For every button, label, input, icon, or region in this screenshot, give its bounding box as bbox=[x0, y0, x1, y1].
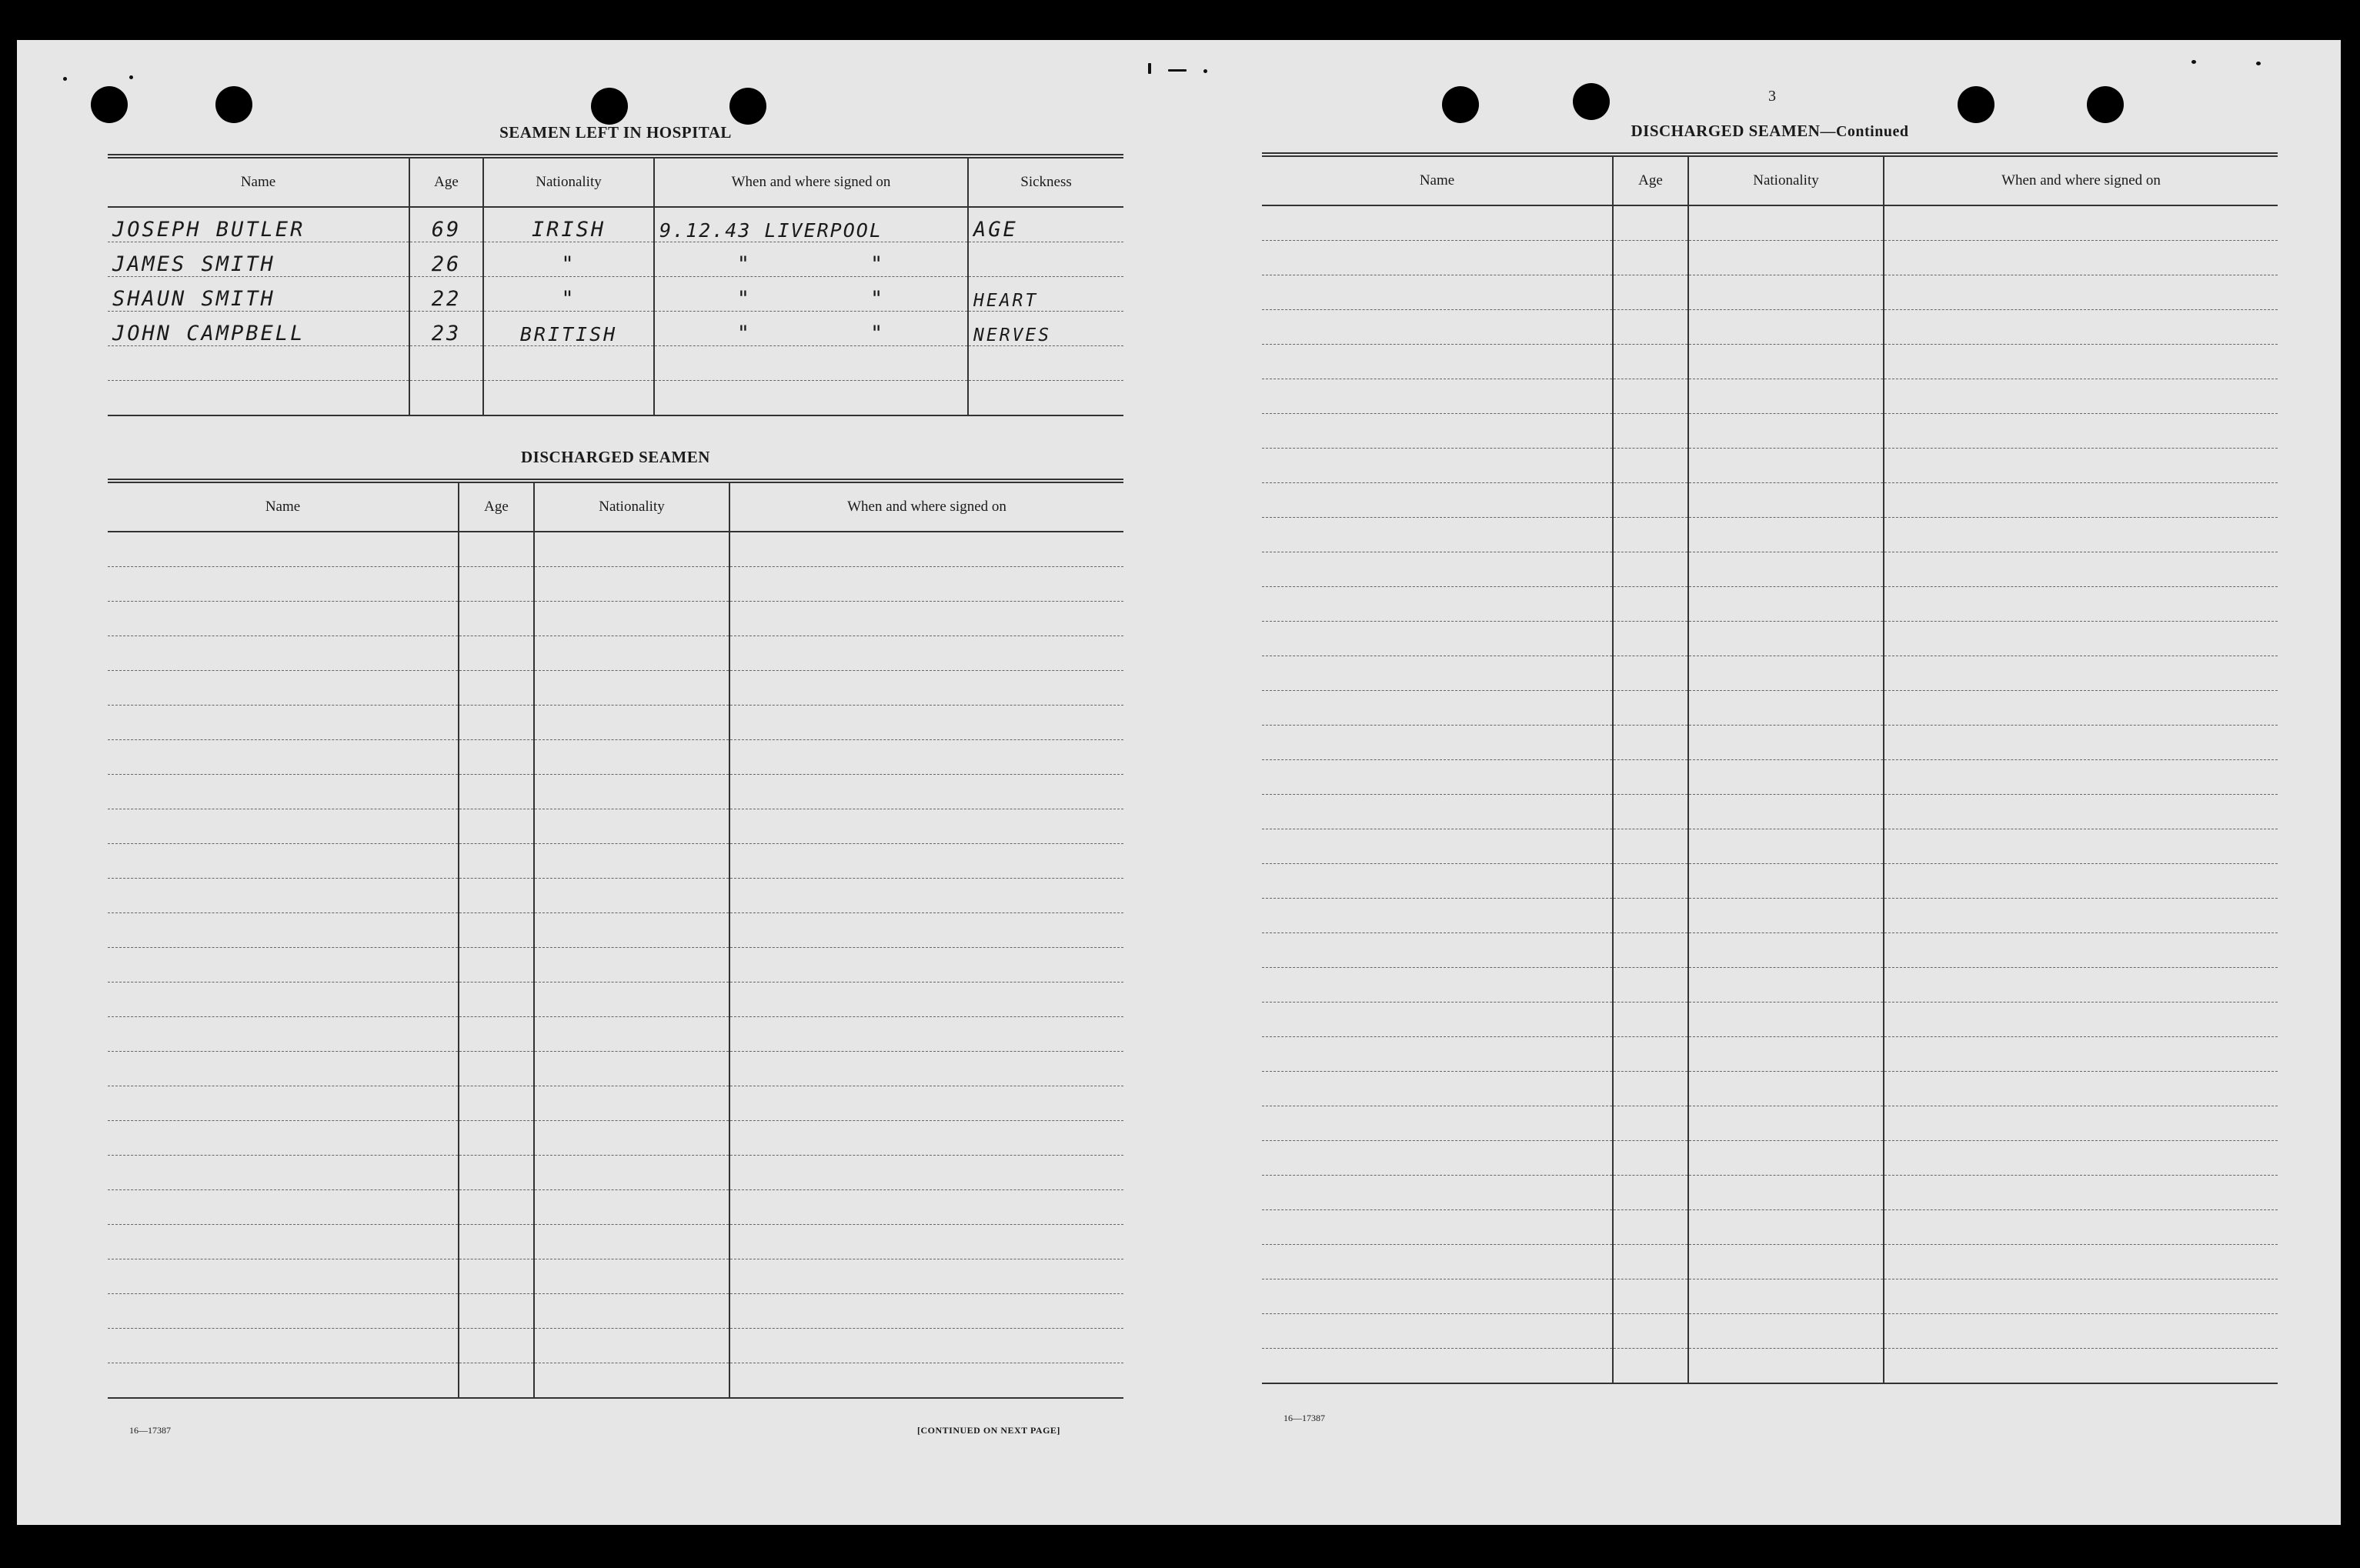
document-page bbox=[17, 40, 2341, 1525]
cell-name bbox=[1262, 933, 1613, 968]
table-row bbox=[1262, 414, 2278, 449]
cell-age bbox=[1613, 310, 1688, 345]
cell-signed-on bbox=[1884, 726, 2278, 760]
table-row bbox=[1262, 1037, 2278, 1072]
cell-signed-on bbox=[1884, 1176, 2278, 1210]
table-row bbox=[1262, 1106, 2278, 1141]
column-header-age: Age bbox=[459, 481, 534, 532]
cell-signed-on bbox=[1884, 1245, 2278, 1279]
table-row bbox=[1262, 933, 2278, 968]
cell-name: JOSEPH BUTLER bbox=[108, 207, 409, 242]
cell-age bbox=[1613, 795, 1688, 829]
cell-age bbox=[1613, 622, 1688, 656]
form-number: 16—17387 bbox=[1283, 1413, 1325, 1423]
cell-name bbox=[1262, 1245, 1613, 1279]
cell-age bbox=[1613, 345, 1688, 379]
cell-name bbox=[1262, 552, 1613, 587]
table-row bbox=[1262, 656, 2278, 691]
column-header-nationality: Nationality bbox=[534, 481, 729, 532]
cell-name: SHAUN SMITH bbox=[108, 277, 409, 312]
table-row bbox=[1262, 345, 2278, 379]
column-header-sickness: Sickness bbox=[968, 156, 1123, 207]
cell-nationality bbox=[1688, 1003, 1884, 1037]
cell-signed-on: " " bbox=[654, 277, 968, 312]
column-header-age: Age bbox=[1613, 155, 1688, 205]
cell-name bbox=[1262, 899, 1613, 933]
column-header-nationality: Nationality bbox=[1688, 155, 1884, 205]
table-row bbox=[1262, 1314, 2278, 1349]
column-header-age: Age bbox=[409, 156, 483, 207]
cell-signed-on bbox=[1884, 449, 2278, 483]
cell-sickness: HEART bbox=[968, 277, 1123, 312]
cell-signed-on bbox=[1884, 622, 2278, 656]
cell-nationality bbox=[1688, 864, 1884, 899]
cell-nationality bbox=[1688, 379, 1884, 414]
cell-name bbox=[1262, 587, 1613, 622]
cell-nationality bbox=[1688, 726, 1884, 760]
cell-age bbox=[1613, 518, 1688, 552]
cell-nationality bbox=[1688, 552, 1884, 587]
cell-age bbox=[1613, 483, 1688, 518]
form-number: 16—17387 bbox=[129, 1425, 171, 1436]
cell-name bbox=[1262, 241, 1613, 275]
cell-name bbox=[1262, 345, 1613, 379]
cell-nationality bbox=[1688, 483, 1884, 518]
cell-age bbox=[1613, 1279, 1688, 1314]
cell-age bbox=[1613, 1106, 1688, 1141]
cell-age bbox=[1613, 587, 1688, 622]
cell-name bbox=[1262, 1314, 1613, 1349]
cell-name bbox=[1262, 1106, 1613, 1141]
column-header-signed-on: When and where signed on bbox=[729, 481, 1123, 532]
cell-signed-on: " " bbox=[654, 242, 968, 277]
discharged-section-title: DISCHARGED SEAMEN bbox=[521, 448, 710, 466]
column-header-signed-on: When and where signed on bbox=[1884, 155, 2278, 205]
cell-age: 22 bbox=[409, 277, 483, 312]
cell-name bbox=[1262, 1003, 1613, 1037]
cell-nationality bbox=[1688, 691, 1884, 726]
cell-name bbox=[1262, 483, 1613, 518]
cell-age bbox=[1613, 1003, 1688, 1037]
cell-signed-on bbox=[1884, 933, 2278, 968]
cell-age bbox=[1613, 691, 1688, 726]
cell-nationality bbox=[1688, 241, 1884, 275]
discharged-continued-title bbox=[1262, 122, 2278, 141]
cell-nationality bbox=[1688, 795, 1884, 829]
cell-nationality bbox=[1688, 310, 1884, 345]
cell-signed-on bbox=[1884, 1141, 2278, 1176]
cell-name bbox=[1262, 1279, 1613, 1314]
cell-nationality bbox=[1688, 449, 1884, 483]
cell-nationality bbox=[1688, 1072, 1884, 1106]
cell-age bbox=[1613, 552, 1688, 587]
column-header-signed-on: When and where signed on bbox=[654, 156, 968, 207]
cell-age bbox=[1613, 379, 1688, 414]
table-row bbox=[1262, 864, 2278, 899]
cell-name bbox=[1262, 726, 1613, 760]
column-header-nationality: Nationality bbox=[483, 156, 654, 207]
table-row bbox=[1262, 1279, 2278, 1314]
cell-name bbox=[1262, 795, 1613, 829]
cell-age: 69 bbox=[409, 207, 483, 242]
cell-name bbox=[1262, 829, 1613, 864]
cell-signed-on bbox=[1884, 968, 2278, 1003]
cell-nationality bbox=[1688, 1314, 1884, 1349]
cell-age bbox=[1613, 1314, 1688, 1349]
discharged-continued-table bbox=[1262, 152, 2278, 1384]
cell-nationality bbox=[1688, 933, 1884, 968]
column-header-name: Name bbox=[1262, 155, 1613, 205]
cell-age bbox=[1613, 656, 1688, 691]
table-row bbox=[1262, 483, 2278, 518]
cell-name bbox=[1262, 968, 1613, 1003]
discharged-continued-label: DISCHARGED SEAMEN bbox=[1631, 122, 1821, 140]
discharged-continued-header-row bbox=[1262, 155, 2278, 205]
cell-name bbox=[1262, 1072, 1613, 1106]
cell-signed-on bbox=[1884, 656, 2278, 691]
cell-name bbox=[1262, 379, 1613, 414]
cell-signed-on bbox=[1884, 552, 2278, 587]
table-row bbox=[1262, 518, 2278, 552]
cell-name bbox=[1262, 275, 1613, 310]
column-header-name: Name bbox=[108, 156, 409, 207]
cell-nationality bbox=[1688, 1245, 1884, 1279]
table-row bbox=[1262, 275, 2278, 310]
table-row bbox=[1262, 1210, 2278, 1245]
cell-signed-on bbox=[1884, 414, 2278, 449]
table-row bbox=[1262, 622, 2278, 656]
cell-nationality bbox=[1688, 1176, 1884, 1210]
cell-name bbox=[1262, 205, 1613, 241]
table-row bbox=[1262, 760, 2278, 795]
cell-nationality: BRITISH bbox=[483, 312, 654, 346]
cell-age bbox=[1613, 760, 1688, 795]
continued-note: [CONTINUED ON NEXT PAGE] bbox=[917, 1425, 1060, 1436]
right-page bbox=[17, 40, 2341, 1525]
cell-nationality bbox=[1688, 760, 1884, 795]
cell-signed-on bbox=[1884, 483, 2278, 518]
cell-signed-on bbox=[1884, 310, 2278, 345]
cell-signed-on bbox=[1884, 205, 2278, 241]
table-row bbox=[1262, 1176, 2278, 1210]
cell-age bbox=[1613, 414, 1688, 449]
table-row bbox=[1262, 899, 2278, 933]
cell-signed-on bbox=[1884, 1037, 2278, 1072]
cell-name bbox=[1262, 310, 1613, 345]
cell-signed-on bbox=[1884, 379, 2278, 414]
cell-name bbox=[1262, 1349, 1613, 1384]
cell-signed-on bbox=[1884, 587, 2278, 622]
cell-signed-on bbox=[1884, 241, 2278, 275]
continued-suffix: —Continued bbox=[1820, 123, 1909, 140]
table-row bbox=[1262, 968, 2278, 1003]
cell-signed-on bbox=[1884, 1003, 2278, 1037]
cell-nationality bbox=[1688, 1279, 1884, 1314]
cell-name bbox=[1262, 760, 1613, 795]
cell-signed-on bbox=[1884, 864, 2278, 899]
cell-signed-on bbox=[1884, 1072, 2278, 1106]
cell-nationality bbox=[1688, 899, 1884, 933]
cell-age bbox=[1613, 1037, 1688, 1072]
table-row bbox=[1262, 726, 2278, 760]
cell-age bbox=[1613, 933, 1688, 968]
cell-signed-on: " " bbox=[654, 312, 968, 346]
cell-signed-on bbox=[1884, 691, 2278, 726]
cell-name bbox=[1262, 656, 1613, 691]
table-row bbox=[1262, 241, 2278, 275]
table-row bbox=[1262, 1349, 2278, 1384]
cell-nationality bbox=[1688, 345, 1884, 379]
cell-sickness: AGE bbox=[968, 207, 1123, 242]
cell-name: JAMES SMITH bbox=[108, 242, 409, 277]
cell-name bbox=[1262, 1141, 1613, 1176]
column-header-name: Name bbox=[108, 481, 459, 532]
cell-signed-on bbox=[1884, 1349, 2278, 1384]
cell-age bbox=[1613, 1072, 1688, 1106]
cell-age bbox=[1613, 449, 1688, 483]
table-row bbox=[1262, 310, 2278, 345]
table-row bbox=[1262, 1072, 2278, 1106]
cell-nationality bbox=[1688, 968, 1884, 1003]
cell-nationality bbox=[1688, 587, 1884, 622]
cell-name bbox=[1262, 1210, 1613, 1245]
cell-nationality bbox=[1688, 205, 1884, 241]
cell-signed-on bbox=[1884, 1210, 2278, 1245]
cell-age bbox=[1613, 241, 1688, 275]
cell-age bbox=[1613, 968, 1688, 1003]
cell-signed-on bbox=[1884, 829, 2278, 864]
cell-nationality bbox=[1688, 275, 1884, 310]
cell-nationality: " bbox=[483, 277, 654, 312]
page-number: 3 bbox=[1768, 88, 1776, 105]
cell-signed-on bbox=[1884, 1106, 2278, 1141]
cell-age: 23 bbox=[409, 312, 483, 346]
cell-nationality: " bbox=[483, 242, 654, 277]
cell-age bbox=[1613, 726, 1688, 760]
table-row bbox=[1262, 552, 2278, 587]
cell-age bbox=[1613, 275, 1688, 310]
cell-age bbox=[1613, 864, 1688, 899]
cell-signed-on bbox=[1884, 345, 2278, 379]
cell-nationality bbox=[1688, 829, 1884, 864]
table-row bbox=[1262, 449, 2278, 483]
cell-name bbox=[1262, 691, 1613, 726]
table-row bbox=[1262, 587, 2278, 622]
cell-nationality bbox=[1688, 414, 1884, 449]
cell-nationality bbox=[1688, 518, 1884, 552]
table-row bbox=[1262, 205, 2278, 241]
cell-signed-on: 9.12.43 LIVERPOOL bbox=[654, 207, 968, 242]
cell-nationality bbox=[1688, 1106, 1884, 1141]
cell-nationality bbox=[1688, 622, 1884, 656]
cell-name bbox=[1262, 449, 1613, 483]
cell-signed-on bbox=[1884, 760, 2278, 795]
table-row bbox=[1262, 1141, 2278, 1176]
cell-nationality bbox=[1688, 656, 1884, 691]
cell-signed-on bbox=[1884, 1279, 2278, 1314]
cell-age bbox=[1613, 1176, 1688, 1210]
cell-name bbox=[1262, 864, 1613, 899]
cell-name bbox=[1262, 1037, 1613, 1072]
cell-nationality: IRISH bbox=[483, 207, 654, 242]
table-row bbox=[1262, 1003, 2278, 1037]
cell-nationality bbox=[1688, 1037, 1884, 1072]
cell-age bbox=[1613, 1245, 1688, 1279]
cell-age bbox=[1613, 1349, 1688, 1384]
table-row bbox=[1262, 379, 2278, 414]
cell-age bbox=[1613, 1210, 1688, 1245]
cell-signed-on bbox=[1884, 275, 2278, 310]
table-row bbox=[1262, 1245, 2278, 1279]
table-row bbox=[1262, 795, 2278, 829]
cell-age bbox=[1613, 1141, 1688, 1176]
cell-nationality bbox=[1688, 1349, 1884, 1384]
cell-nationality bbox=[1688, 1141, 1884, 1176]
cell-name bbox=[1262, 414, 1613, 449]
cell-name: JOHN CAMPBELL bbox=[108, 312, 409, 346]
cell-nationality bbox=[1688, 1210, 1884, 1245]
cell-age: 26 bbox=[409, 242, 483, 277]
cell-signed-on bbox=[1884, 518, 2278, 552]
cell-signed-on bbox=[1884, 899, 2278, 933]
cell-signed-on bbox=[1884, 1314, 2278, 1349]
cell-sickness: NERVES bbox=[968, 312, 1123, 346]
cell-age bbox=[1613, 899, 1688, 933]
cell-name bbox=[1262, 622, 1613, 656]
cell-age bbox=[1613, 829, 1688, 864]
table-row bbox=[1262, 829, 2278, 864]
cell-name bbox=[1262, 518, 1613, 552]
table-row bbox=[1262, 691, 2278, 726]
hospital-section-title: SEAMEN LEFT IN HOSPITAL bbox=[499, 123, 732, 142]
cell-age bbox=[1613, 205, 1688, 241]
cell-signed-on bbox=[1884, 795, 2278, 829]
cell-name bbox=[1262, 1176, 1613, 1210]
